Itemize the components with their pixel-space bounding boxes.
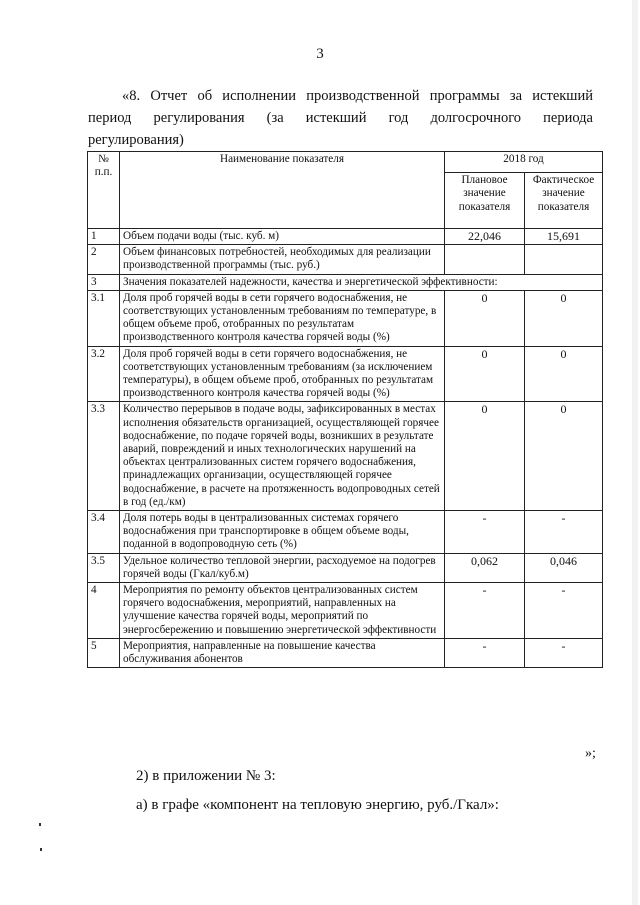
paragraph-appendix: 2) в приложении № 3: <box>136 768 276 784</box>
row-fact: 0 <box>525 402 603 511</box>
row-plan: 0,062 <box>445 553 525 582</box>
row-plan: 0 <box>445 346 525 402</box>
row-name: Удельное количество тепловой энергии, расходуемое на подогрев горячей воды (Гкал/куб.м) <box>120 553 445 582</box>
row-name: Мероприятия по ремонту объектов централизованных систем горячего водоснабжения, мероприятий, направленных на улучшение качества горячей воды, мероприятий по энергосбережению и повышению энергетической эффективности <box>120 583 445 639</box>
table-row <box>88 638 603 667</box>
table-row <box>88 346 603 402</box>
row-num: 3.2 <box>88 346 120 402</box>
paragraph-column: а) в графе «компонент на тепловую энергию, руб./Гкал»: <box>136 797 499 813</box>
row-name: Доля проб горячей воды в сети горячего водоснабжения, не соответствующих установленным требованиям по температуре, в общем объеме проб, отобранных по результатам производственного контроля качества горячей воды (%) <box>120 290 445 346</box>
table-row <box>88 583 603 639</box>
row-plan <box>445 245 525 274</box>
row-fact: - <box>525 583 603 639</box>
row-plan: 0 <box>445 290 525 346</box>
header-name: Наименование показателя <box>120 152 445 229</box>
row-plan: - <box>445 583 525 639</box>
row-num: 5 <box>88 638 120 667</box>
row-plan: - <box>445 638 525 667</box>
section-heading-line-2: период регулирования (за истекший год долгосрочного периода <box>88 110 593 126</box>
row-plan: 0 <box>445 402 525 511</box>
page-number: 3 <box>316 46 324 62</box>
section-heading-line-3: регулирования) <box>88 132 184 148</box>
scan-mark <box>40 848 42 851</box>
row-num: 3.5 <box>88 553 120 582</box>
row-num: 1 <box>88 229 120 245</box>
row-fact: 15,691 <box>525 229 603 245</box>
table-row <box>88 511 603 554</box>
table-row <box>88 229 603 245</box>
row-name: Объем подачи воды (тыс. куб. м) <box>120 229 445 245</box>
header-plan: Плановое значение показателя <box>445 173 525 229</box>
table-row <box>88 274 603 290</box>
row-name: Мероприятия, направленные на повышение качества обслуживания абонентов <box>120 638 445 667</box>
row-num: 2 <box>88 245 120 274</box>
row-plan: - <box>445 511 525 554</box>
row-fact: 0 <box>525 290 603 346</box>
table-row <box>88 290 603 346</box>
section-heading-line-1: «8. Отчет об исполнении производственной программы за истекший <box>122 88 593 104</box>
scan-edge <box>632 0 638 905</box>
row-name: Значения показателей надежности, качества и энергетической эффективности: <box>120 274 603 290</box>
row-plan: 22,046 <box>445 229 525 245</box>
row-num: 3 <box>88 274 120 290</box>
header-year: 2018 год <box>445 152 603 173</box>
report-table <box>87 151 603 668</box>
row-num: 3.3 <box>88 402 120 511</box>
row-fact: 0,046 <box>525 553 603 582</box>
row-fact <box>525 245 603 274</box>
header-num: № п.п. <box>88 152 120 229</box>
table-row <box>88 402 603 511</box>
row-name: Доля потерь воды в централизованных системах горячего водоснабжения при транспортировке в общем объеме воды, поданной в водопроводную сеть (%) <box>120 511 445 554</box>
scan-mark <box>39 823 41 826</box>
row-num: 3.4 <box>88 511 120 554</box>
row-name: Объем финансовых потребностей, необходимых для реализации производственной программы (тыс. руб.) <box>120 245 445 274</box>
row-num: 4 <box>88 583 120 639</box>
closing-quote: »; <box>585 746 596 761</box>
row-fact: - <box>525 511 603 554</box>
row-fact: - <box>525 638 603 667</box>
table-row <box>88 553 603 582</box>
row-num: 3.1 <box>88 290 120 346</box>
row-fact: 0 <box>525 346 603 402</box>
header-fact: Фактическое значение показателя <box>525 173 603 229</box>
row-name: Доля проб горячей воды в сети горячего водоснабжения, не соответствующих установленным требованиям (за исключением температуры), в общем объеме проб, отобранных по результатам производственного контроля качества горячей воды (%) <box>120 346 445 402</box>
table-row <box>88 245 603 274</box>
row-name: Количество перерывов в подаче воды, зафиксированных в местах исполнения обязательств организацией, осуществляющей горячее водоснабжение, по подаче горячей воды, возникших в результате аварий, повреждений и иных технологических нарушений на объектах централизованных систем горячего водоснабжения, принадлежащих организации, осуществляющей горячее водоснабжение, в расчете на протяженность водопроводных сетей в год (ед./км) <box>120 402 445 511</box>
